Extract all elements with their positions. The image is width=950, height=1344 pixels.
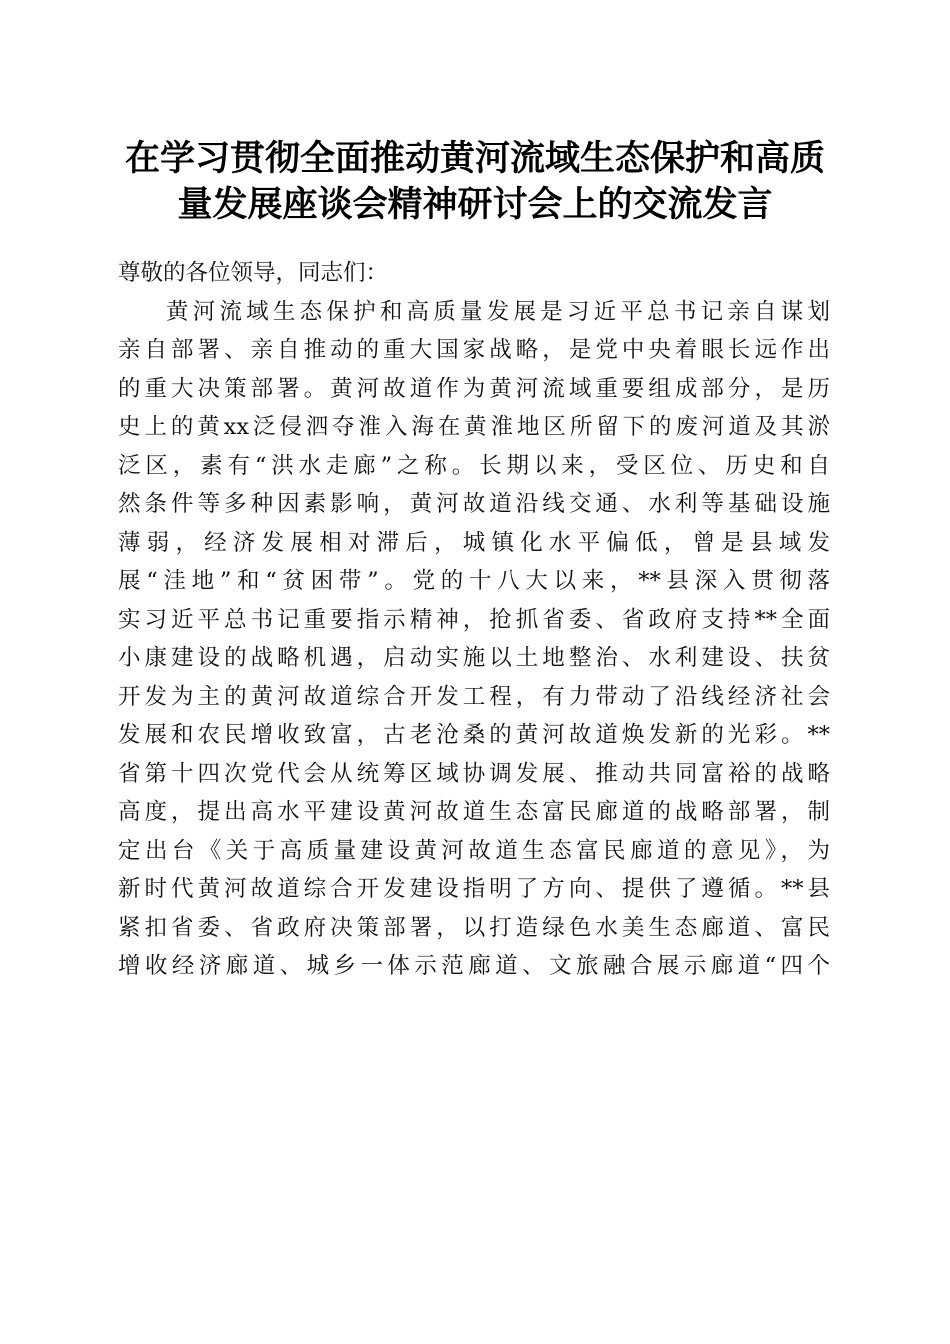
paragraph-line: 发展和农民增收致富，古老沧桑的黄河故道焕发新的光彩。** xyxy=(118,722,830,748)
document-body xyxy=(118,254,830,986)
paragraph-line: 的重大决策部署。黄河故道作为黄河流域重要组成部分，是历 xyxy=(118,375,830,402)
paragraph xyxy=(118,293,830,986)
title-line-2: 量发展座谈会精神研讨会上的交流发言 xyxy=(177,184,773,225)
paragraph-line: 新时代黄河故道综合开发建设指明了方向、提供了遵循。**县 xyxy=(118,876,830,902)
paragraph-line: 展“洼地”和“贫困带”。党的十八大以来，**县深入贯彻落 xyxy=(118,568,830,594)
paragraph-line: 定出台《关于高质量建设黄河故道生态富民廊道的意见》，为 xyxy=(118,837,830,864)
paragraph-line: 黄河流域生态保护和高质量发展是习近平总书记亲自谋划 xyxy=(166,298,830,325)
paragraph-line: 实习近平总书记重要指示精神，抢抓省委、省政府支持**全面 xyxy=(118,606,830,633)
paragraph-line: 小康建设的战略机遇，启动实施以土地整治、水利建设、扶贫 xyxy=(118,645,830,671)
document-title xyxy=(110,136,840,228)
title-line-1: 在学习贯彻全面推动黄河流域生态保护和高质 xyxy=(124,138,825,179)
paragraph-line: 紧扣省委、省政府决策部署，以打造绿色水美生态廊道、富民 xyxy=(118,914,830,941)
paragraph-line: 高度，提出高水平建设黄河故道生态富民廊道的战略部署，制 xyxy=(118,799,830,825)
paragraph-line: 增收经济廊道、城乡一体示范廊道、文旅融合展示廊道“四个 xyxy=(118,953,830,979)
paragraph-line: 开发为主的黄河故道综合开发工程，有力带动了沿线经济社会 xyxy=(118,683,830,710)
paragraph-line: 省第十四次党代会从统筹区域协调发展、推动共同富裕的战略 xyxy=(118,760,830,787)
paragraph-line: 亲自部署、亲自推动的重大国家战略，是党中央着眼长远作出 xyxy=(118,337,830,363)
paragraph-line: 然条件等多种因素影响，黄河故道沿线交通、水利等基础设施 xyxy=(118,491,830,517)
paragraph-line: 泛区，素有“洪水走廊”之称。长期以来，受区位、历史和自 xyxy=(118,452,830,479)
paragraph-line: 史上的黄xx泛侵泗夺淮入海在黄淮地区所留下的废河道及其淤 xyxy=(118,414,830,440)
salutation: 尊敬的各位领导，同志们： xyxy=(118,260,389,286)
paragraph-line: 薄弱，经济发展相对滞后，城镇化水平偏低，曾是县域发 xyxy=(118,529,830,556)
